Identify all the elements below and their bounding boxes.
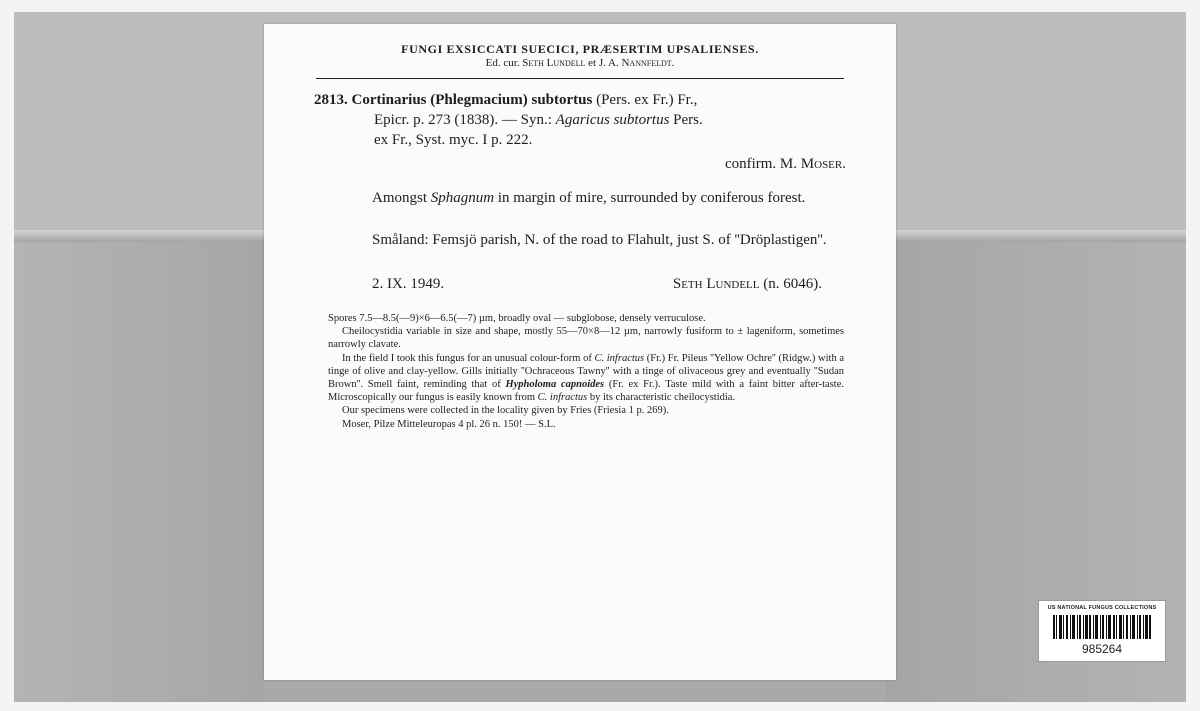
species-entry bbox=[314, 90, 846, 150]
habitat: Amongst Sphagnum in margin of mire, surrounded by coniferous forest. bbox=[372, 190, 806, 206]
species-author: (Pers. ex Fr.) Fr., bbox=[596, 92, 698, 108]
confirmation: confirm. M. Moser. bbox=[724, 156, 846, 172]
descriptive-notes bbox=[328, 312, 844, 431]
locality: Småland: Femsjö parish, N. of the road to Flahult, just S. of ''Dröplastigen''. bbox=[372, 232, 827, 248]
note-collected: Our specimens were collected in the locality given by Fries (Friesia 1 p. 269). bbox=[342, 405, 669, 417]
packet-left-panel bbox=[14, 242, 264, 702]
editor-one: Seth Lundell bbox=[522, 57, 586, 69]
species-name: Cortinarius (Phlegmacium) subtortus bbox=[351, 92, 593, 108]
entry-line-2: Epicr. p. 273 (1838). — Syn.: Agaricus subtortus Pers. bbox=[374, 112, 703, 128]
entry-number: 2813. bbox=[314, 92, 348, 108]
barcode-number: 985264 bbox=[1081, 642, 1123, 656]
series-title: FUNGI EXSICCATI SUECICI, PRÆSERTIM UPSALIENSES. bbox=[401, 42, 759, 56]
collector bbox=[673, 276, 822, 293]
confirmer-name: Moser. bbox=[800, 156, 846, 172]
barcode-icon bbox=[1053, 615, 1151, 639]
collector-name: Seth Lundell bbox=[672, 276, 760, 292]
barcode-label bbox=[1038, 600, 1166, 662]
note-reference: Moser, Pilze Mitteleuropas 4 pl. 26 n. 150! — S.L. bbox=[342, 418, 556, 430]
exsiccatae-label bbox=[264, 24, 896, 680]
synonym: Agaricus subtortus bbox=[555, 112, 670, 128]
collection-date: 2. IX. 1949. bbox=[372, 276, 445, 292]
header-rule bbox=[316, 78, 844, 79]
entry-line-3: ex Fr., Syst. myc. I p. 222. bbox=[374, 132, 533, 148]
barcode-institution: US NATIONAL FUNGUS COLLECTIONS bbox=[1047, 605, 1157, 611]
habitat-genus: Sphagnum bbox=[430, 190, 495, 206]
collector-number: (n. 6046). bbox=[763, 276, 822, 292]
note-cheilocystidia: Cheilocystidia variable in size and shape, mostly 55—70×8—12 µm, narrowly fusiform to ± lageniform, sometimes narrowly clavate. bbox=[328, 326, 844, 351]
note-field: In the field I took this fungus for an unusual colour-form of C. infractus (Fr.) Fr. Pileus ''Yellow Ochre'' (Ridgw.) with a tinge of olive and clay-yellow. Gills initially ''Ochraceous Tawny'' with a tinge of olivaceous grey and eventually ''Sudan Brown''. Smell faint, reminding that of Hypholoma capnoides (Fr. ex Fr.). Taste mild with a faint bitter after-taste. Microscopically our fungus is easily known from C. infractus by its characteristic cheilocystidia. bbox=[328, 352, 845, 404]
editor-two: J. A. Nannfeldt. bbox=[598, 57, 675, 69]
editors-line: Ed. cur. Seth Lundell et J. A. Nannfeldt. bbox=[485, 57, 675, 69]
entry-line-1 bbox=[314, 90, 846, 110]
note-spores: Spores 7.5—8.5(—9)×6—6.5(—7) µm, broadly oval — subglobose, densely verruculose. bbox=[328, 313, 706, 324]
